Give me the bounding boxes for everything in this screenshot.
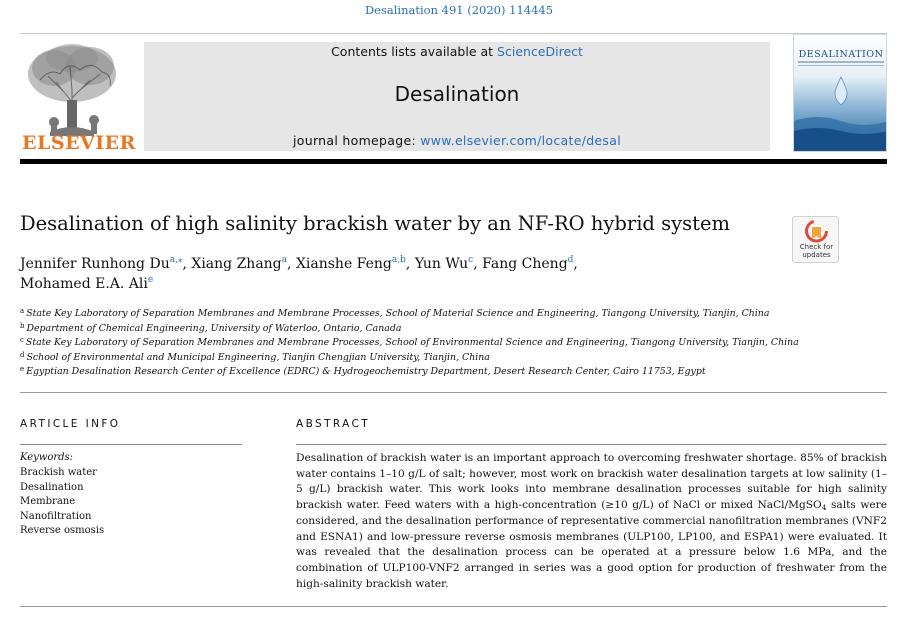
affiliation-item: $^b$ Department of Chemical Engineering, University of Waterloo, Ontario, Canada — [20, 321, 402, 334]
author-name[interactable]: Fang Cheng — [482, 256, 568, 272]
journal-citation[interactable]: Desalination 491 (2020) 114445 — [364, 3, 554, 17]
affiliation-item: $^a$ State Key Laboratory of Separation Membranes and Membrane Processes, School of Material Science and Engineering, Tiangong University, Tianjin, China — [20, 307, 770, 319]
header-thick-rule — [20, 159, 887, 164]
homepage-line — [144, 133, 770, 148]
top-rule — [20, 33, 887, 34]
section-divider — [20, 392, 887, 393]
abstract-heading: ABSTRACT — [296, 418, 371, 430]
contents-prefix: Contents lists available at — [331, 44, 498, 59]
keywords-label: Keywords: — [20, 452, 74, 463]
elsevier-wordmark[interactable]: ELSEVIER — [22, 132, 136, 154]
homepage-prefix: journal homepage: — [293, 133, 421, 148]
author-name[interactable]: Jennifer Runhong Du — [20, 256, 170, 272]
author-affil-mark[interactable]: e — [147, 275, 154, 285]
bottom-rule — [20, 606, 887, 607]
journal-cover-image[interactable] — [793, 34, 887, 152]
author-name[interactable]: Xianshe Feng — [295, 256, 392, 272]
author-affil-mark[interactable]: c — [468, 255, 474, 265]
check-updates-label: Check for updates — [799, 243, 834, 259]
journal-name: Desalination — [394, 82, 520, 106]
affiliation-item: $^e$ Egyptian Desalination Research Center of Excellence (EDRC) & Hydrogeochemistry Department, Desert Research Center, Cairo 11753, Egypt — [20, 365, 706, 377]
author-affil-mark[interactable]: a,⁎ — [169, 255, 183, 265]
keyword-item: Desalination — [20, 481, 84, 493]
author-name[interactable]: Xiang Zhang — [191, 256, 282, 272]
contents-line — [144, 44, 770, 59]
article-info-heading: ARTICLE INFO — [20, 418, 121, 430]
author-affil-mark[interactable]: a — [281, 255, 288, 265]
keyword-list — [20, 466, 104, 539]
author-affil-mark[interactable]: d — [567, 255, 574, 265]
check-for-updates-button[interactable] — [792, 216, 839, 263]
abstract-text: Desalination of brackish water is an important approach to overcoming freshwater shortage. 85% of brackish water contains 1–10 g/L of salt; however, most work on brackish water desalination targets at low salinity (1–5 g/L) brackish water. This work looks into membrane desalination processes suitable for high salinity brackish water. Feed waters with a high-concentration (≥10 g/L) of NaCl or mixed NaCl/MgSO$_4$ salts were considered, and the desalination performance of representative commercial nanofiltration membranes (VNF2 and ESNA1) and low-pressure reverse osmosis membranes (ULP100, LP100, and ESPA1) were evaluated. It was revealed that the desalination process can be operated at a pressure below 1.6 MPa, and the combination of ULP100-VNF2 arranged in series was a good option for production of freshwater from the high-salinity brackish water. — [296, 452, 888, 590]
sciencedirect-link[interactable]: ScienceDirect — [497, 44, 583, 59]
journal-homepage-link[interactable]: www.elsevier.com/locate/desal — [420, 133, 621, 148]
author-name[interactable]: Mohamed E.A. Ali — [20, 276, 148, 292]
keyword-item: Nanofiltration — [20, 510, 92, 522]
affiliation-item: $^c$ State Key Laboratory of Separation Membranes and Membrane Processes, School of Environmental Science and Engineering, Tiangong University, Tianjin, China — [20, 336, 799, 348]
keyword-item: Reverse osmosis — [20, 525, 105, 536]
keyword-item: Membrane — [20, 496, 76, 507]
abstract-rule — [296, 444, 887, 445]
affiliation-item: $^d$ School of Environmental and Municipal Engineering, Tianjin Chengjian University, Tianjin, China — [20, 350, 490, 363]
author-name[interactable]: Yun Wu — [414, 256, 469, 272]
author-list: Jennifer Runhong $Du^{a,⁎}$, Xiang Zhang$^a$, Xianshe Feng$^{a,b}$, Yun Wu$^c$, Fang Cheng$^d$, Mohamed E.A. Ali$^e$ — [20, 255, 578, 292]
article-title: Desalination of high salinity brackish water by an NF-RO hybrid system — [20, 212, 731, 235]
article-info-rule — [20, 444, 242, 445]
author-affil-mark[interactable]: a,b — [391, 255, 406, 265]
keyword-item: Brackish water — [20, 467, 97, 478]
check-updates-icon — [793, 217, 840, 245]
affiliation-list — [20, 307, 799, 380]
journal-banner — [144, 42, 770, 151]
cover-title: DESALINATION — [798, 49, 884, 60]
